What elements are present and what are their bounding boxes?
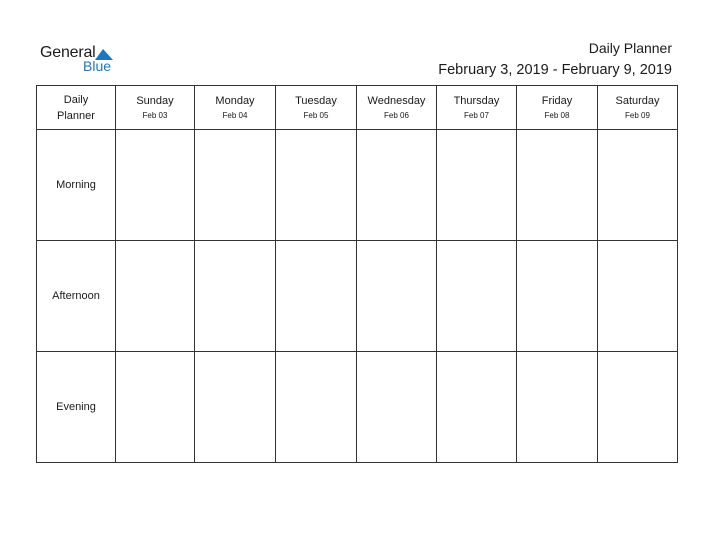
day-date: Feb 06 — [384, 111, 409, 120]
date-range: February 3, 2019 - February 9, 2019 — [438, 62, 672, 78]
header-row — [37, 86, 678, 130]
day-date: Feb 04 — [222, 111, 248, 120]
planner-cell[interactable] — [517, 352, 598, 463]
day-header-wednesday — [357, 86, 437, 130]
day-name: Sunday — [136, 95, 174, 107]
corner-label-line2: Planner — [57, 109, 95, 122]
day-header-friday — [517, 86, 598, 130]
planner-cell[interactable] — [116, 352, 195, 463]
day-name: Friday — [541, 95, 573, 107]
day-date: Feb 09 — [625, 111, 650, 120]
planner-cell[interactable] — [276, 241, 357, 352]
planner-cell[interactable] — [598, 352, 678, 463]
day-header-thursday — [437, 86, 517, 130]
planner-cell[interactable] — [276, 352, 357, 463]
planner-cell[interactable] — [517, 241, 598, 352]
period-row-afternoon — [37, 241, 678, 352]
day-date: Feb 08 — [544, 111, 570, 120]
planner-cell[interactable] — [357, 352, 437, 463]
planner-cell[interactable] — [195, 130, 276, 241]
planner-cell[interactable] — [437, 352, 517, 463]
period-row-morning — [37, 130, 678, 241]
day-header-tuesday — [276, 86, 357, 130]
planner-cell[interactable] — [357, 241, 437, 352]
period-label: Evening — [37, 352, 116, 463]
day-date: Feb 07 — [464, 111, 489, 120]
planner-cell[interactable] — [357, 130, 437, 241]
generalblue-logo — [40, 43, 120, 75]
day-name: Tuesday — [295, 95, 337, 107]
planner-cell[interactable] — [598, 130, 678, 241]
period-label: Afternoon — [37, 241, 116, 352]
logo-text-general: General — [40, 44, 96, 61]
planner-cell[interactable] — [116, 241, 195, 352]
planner-cell[interactable] — [517, 130, 598, 241]
logo-text-blue: Blue — [83, 58, 112, 74]
day-name: Saturday — [615, 95, 660, 107]
day-name: Monday — [215, 95, 255, 107]
planner-cell[interactable] — [437, 130, 517, 241]
planner-cell[interactable] — [437, 241, 517, 352]
planner-cell[interactable] — [276, 130, 357, 241]
day-date: Feb 03 — [142, 111, 168, 120]
day-header-saturday — [598, 86, 678, 130]
period-label: Morning — [37, 130, 116, 241]
day-date: Feb 05 — [303, 111, 329, 120]
period-row-evening — [37, 352, 678, 463]
planner-grid — [36, 85, 678, 463]
planner-cell[interactable] — [598, 241, 678, 352]
day-header-sunday — [116, 86, 195, 130]
planner-cell[interactable] — [116, 130, 195, 241]
planner-cell[interactable] — [195, 241, 276, 352]
planner-cell[interactable] — [195, 352, 276, 463]
day-name: Wednesday — [367, 95, 426, 107]
day-header-monday — [195, 86, 276, 130]
planner-header — [438, 40, 672, 80]
page-title: Daily Planner — [588, 40, 672, 56]
corner-label-line1: Daily — [63, 93, 89, 106]
corner-cell — [37, 86, 116, 130]
day-name: Thursday — [453, 95, 500, 107]
